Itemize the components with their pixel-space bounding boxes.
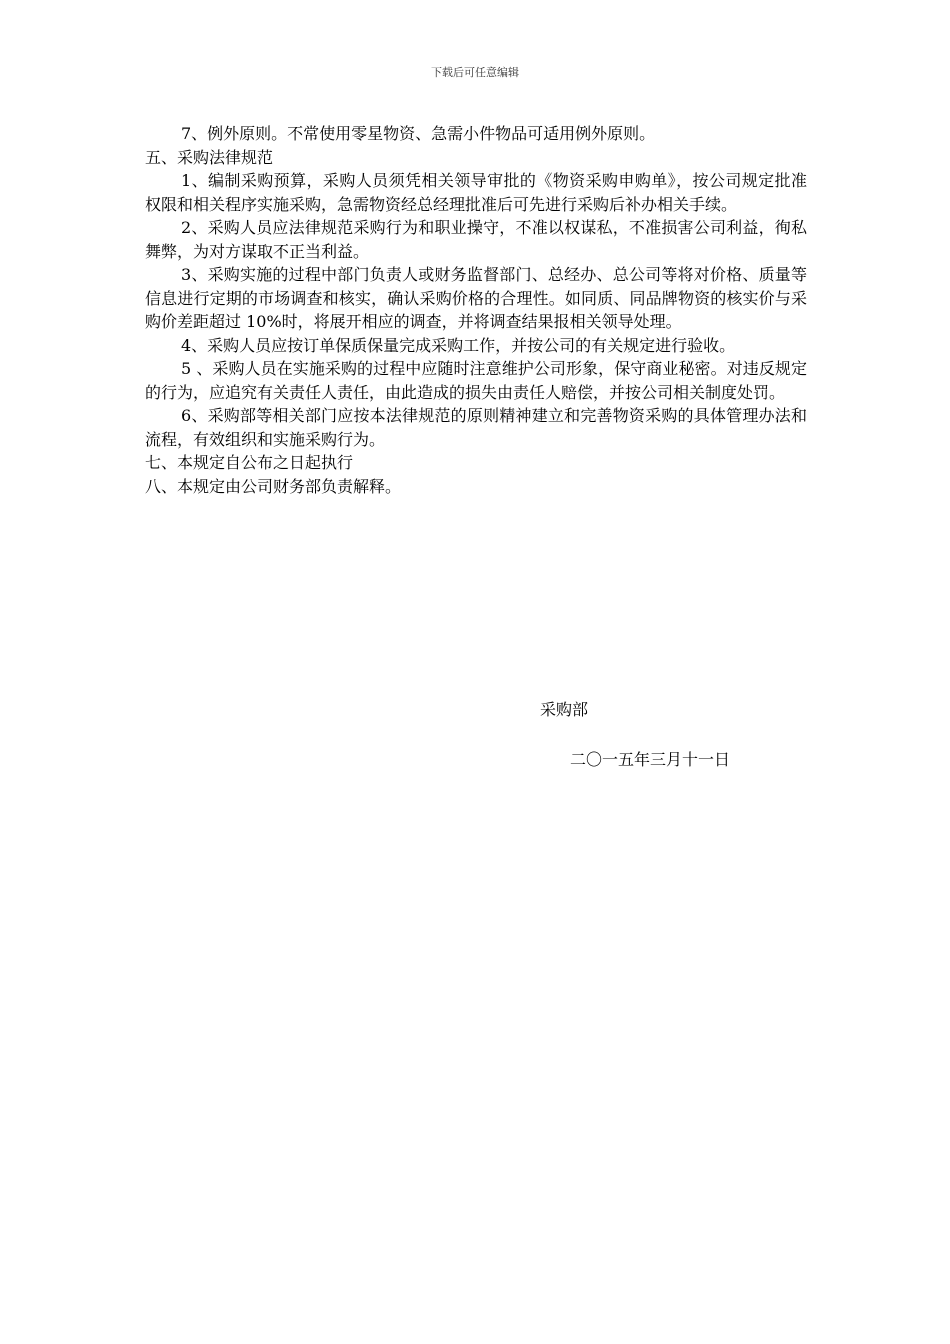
section-5-heading: 五、采购法律规范	[145, 147, 274, 167]
section-8-heading: 八、本规定由公司财务部负责解释。	[145, 476, 402, 496]
signature-department: 采购部	[540, 700, 589, 719]
clause-5-2-conduct: 2、采购人员应法律规范采购行为和职业操守，不准以权谋私，不准损害公司利益，徇私舞弊，为对方谋取不正当利益。	[145, 218, 807, 261]
signature-date: 二〇一五年三月十一日	[570, 750, 731, 769]
page-header-note: 下载后可任意编辑	[431, 66, 519, 79]
clause-7-exception-principle: 7、例外原则。不常使用零星物资、急需小件物品可适用例外原则。	[181, 124, 656, 143]
document-body	[145, 122, 807, 498]
clause-5-3-price-check: 3、采购实施的过程中部门负责人或财务监督部门、总经办、总公司等将对价格、质量等信息进行定期的市场调查和核实，确认采购价格的合理性。如同质、同品牌物资的核实价与采购价差距超过 10%时，将展开相应的调查，并将调查结果报相关领导处理。	[145, 265, 807, 331]
clause-5-4-acceptance: 4、采购人员应按订单保质保量完成采购工作，并按公司的有关规定进行验收。	[181, 335, 736, 355]
clause-5-1-budget: 1、编制采购预算，采购人员须凭相关领导审批的《物资采购申购单》，按公司规定批准权限和相关程序实施采购，急需物资经总经理批准后可先进行采购后补办相关手续。	[145, 171, 807, 214]
clause-5-5-confidentiality: 5 、采购人员在实施采购的过程中应随时注意维护公司形象，保守商业秘密。对违反规定的行为，应追究有关责任人责任，由此造成的损失由责任人赔偿，并按公司相关制度处罚。	[145, 359, 807, 402]
clause-5-6-procedures: 6、采购部等相关部门应按本法律规范的原则精神建立和完善物资采购的具体管理办法和流程，有效组织和实施采购行为。	[145, 406, 807, 449]
section-7-heading: 七、本规定自公布之日起执行	[145, 453, 354, 472]
